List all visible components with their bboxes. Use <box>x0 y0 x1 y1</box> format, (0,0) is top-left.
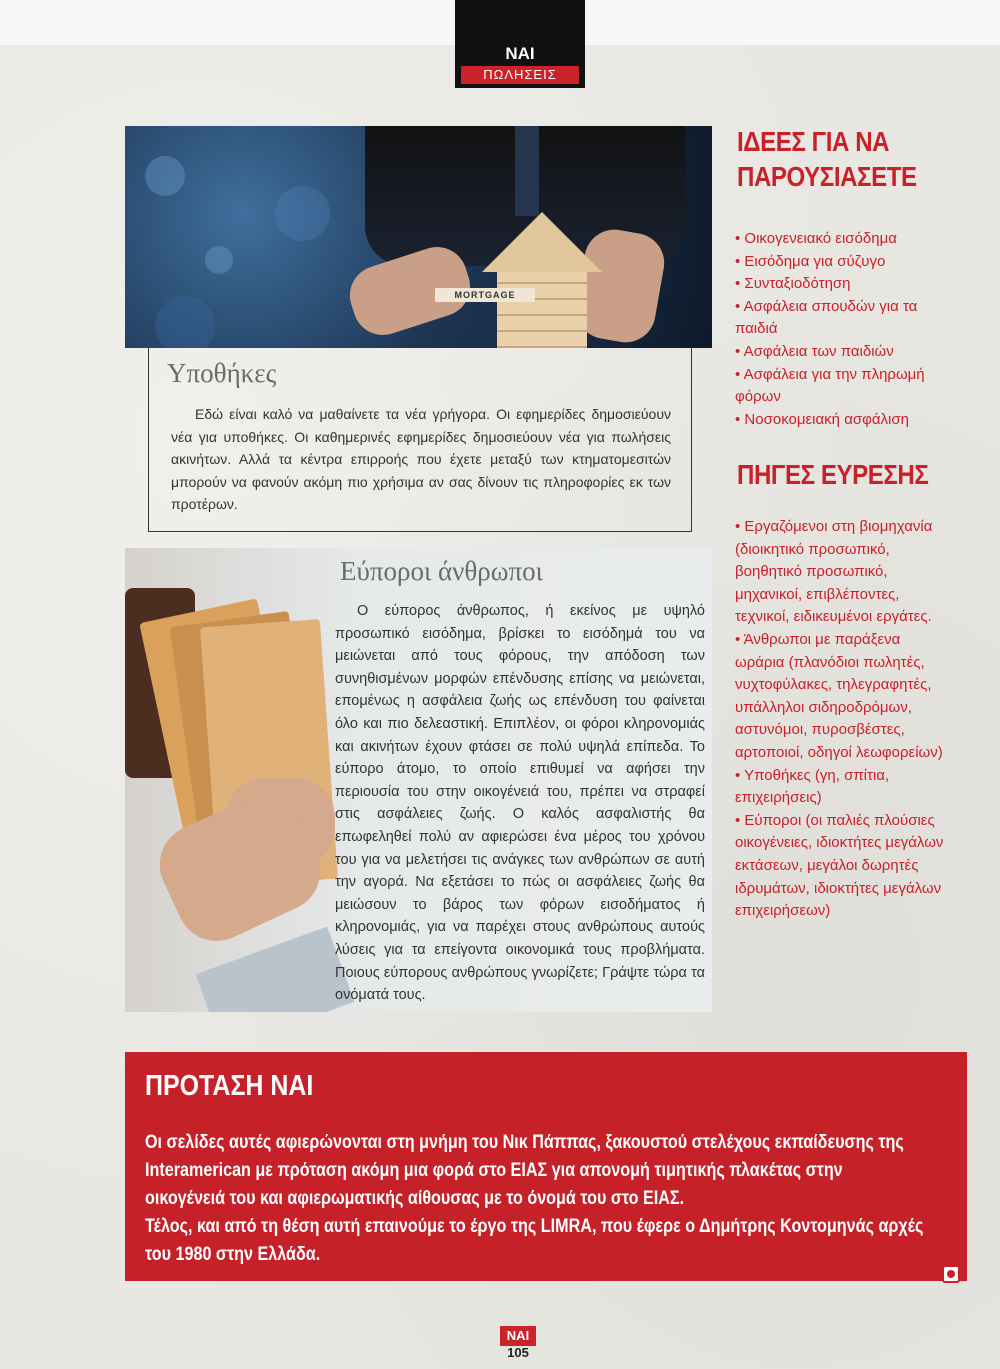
list-item: • Υποθήκες (γη, σπίτια, επιχειρήσεις) <box>735 766 890 807</box>
list-item: • Εύποροι (οι παλιές πλούσιες οικογένειες, ιδιοκτήτες μεγάλων εκτάσεων, μεγάλοι δωρητές ιδρυμάτων, ιδιοκτήτες μεγάλων επιχειρήσεων) <box>735 811 944 920</box>
list-item: • Άνθρωποι με παράξενα ωράρια (πλανόδιοι πωλητές, νυχτοφύλακες, τηλεγραφητές, υπάλληλοι σιδηροδρόμων, αστυνόμοι, πυροσβέστες, αρτοποιοί, οδηγοί λεωφορείων) <box>735 630 943 761</box>
footer-logo: ΝΑΙ <box>500 1326 536 1346</box>
list-item: • Ασφάλεια των παιδιών <box>735 342 894 360</box>
section-label: ΠΩΛΗΣΕΙΣ <box>461 66 579 84</box>
list-item: • Εισόδημα για σύζυγο <box>735 252 886 270</box>
list-item: • Εργαζόμενοι στη βιομηχανία (διοικητικό προσωπικό, βοηθητικό προσωπικό, μηχανικοί, επιβλέποντες, τεχνικοί, ειδικευμένοι εργάτες. <box>735 518 933 626</box>
wealthy-text: Ο εύπορος άνθρωπος, ή εκείνος με υψηλό προσωπικό εισόδημα, βρίσκει το εισόδημά του να μειώνεται από τους φόρους, την απόδοση των συνηθισμένων μορφών επένδυσης επίσης να μειώνεται, επομένως η ασφάλεια ζωής ως επένδυση του φαίνεται όλο και πιο δελεαστική. Επιπλέον, οι φόροι κληρονομιάς και ακινήτων έχουν φτάσει σε πολύ υψηλά επίπεδα. Το εύπορο άτομο, το οποίο επιθυμεί να αφήσει την περιουσία του στην οικογένειά του, πρέπει να στραφεί στις ασφάλειες ζωής. Ο καλός ασφαλιστής θα επωφεληθεί πολύ αν αφιερώσει ένα μέρος του χρόνου του για να μελετήσει τις ανάγκες των ανθρώπων σε αυτή την αγορά. Να εξετάσει το πώς οι ασφάλειες ζωής θα μειώσουν το βάρος των φόρων εισοδήματος ή κληρονομιάς, για να παρέχει στους ανθρώπους αυτούς λύσεις για τα επείγοντα οικονομικά τους προβλήματα. Ποιους εύπορους ανθρώπους γνωρίζετε; Γράψτε τώρα τα ονόματά τους. <box>335 603 705 1004</box>
proposal-paragraph-1: Οι σελίδες αυτές αφιερώνονται στη μνήμη του Νικ Πάππας, ξακουστού στελέχους εκπαίδευσης της Interamerican με πρόταση ακόμη μια φορά στο ΕΙΑΣ για απονομή τιμητικής πλακέτας στην οικογένειά του και αφιερωματικής αίθουσας με το όνομά του στο ΕΙΑΣ. <box>145 1132 904 1209</box>
proposal-title: ΠΡΟΤΑΣΗ ΝΑΙ <box>145 1070 314 1102</box>
list-item: • Ασφάλεια για την πληρωμή φόρων <box>735 365 925 406</box>
ideas-title-line1: ΙΔΕΕΣ ΓΙΑ ΝΑ <box>737 126 890 157</box>
end-mark-icon <box>942 1265 960 1283</box>
mortgage-text: Εδώ είναι καλό να μαθαίνετε τα νέα γρήγορα. Οι εφημερίδες δημοσιεύουν νέα για υποθήκες. Οι καθημερινές εφημερίδες δημοσιεύουν νέα για πωλήσεις ακινήτων. Αλλά τα κέντρα επιρροής που έχετε μεταξύ των κτηματομεσιτών μπορούν να φανούν ακόμη πιο χρήσιμα αν σας δίνουν τις πληροφορίες εκ των προτέρων. <box>171 406 671 512</box>
ideas-list <box>735 228 955 431</box>
list-item: • Ασφάλεια σπουδών για τα παιδιά <box>735 297 918 338</box>
mortgage-block-label: MORTGAGE <box>435 288 535 302</box>
wealthy-title: Εύποροι άνθρωποι <box>340 556 543 586</box>
proposal-box <box>125 1052 967 1281</box>
list-item: • Νοσοκομειακή ασφάλιση <box>735 410 909 428</box>
wealthy-box <box>125 548 712 1012</box>
ideas-title-line2: ΠΑΡΟΥΣΙΑΣΕΤΕ <box>737 161 917 192</box>
mortgage-title: Υποθήκες <box>167 358 277 388</box>
proposal-paragraph-2: Τέλος, και από τη θέση αυτή επαινούμε το έργο της LIMRA, που έφερε ο Δημήτρης Κοντομηνάς αρχές του 1980 στην Ελλάδα. <box>145 1216 924 1265</box>
sources-title: ΠΗΓΕΣ ΕΥΡΕΣΗΣ <box>737 459 929 490</box>
section-tab <box>455 0 585 88</box>
mortgage-photo <box>125 126 712 348</box>
list-item: • Συνταξιοδότηση <box>735 275 851 293</box>
sources-list <box>735 516 950 923</box>
brand-label: ΝΑΙ <box>505 44 535 63</box>
list-item: • Οικογενειακό εισόδημα <box>735 230 897 247</box>
mortgage-box <box>148 348 692 532</box>
page-number: 105 <box>507 1345 529 1360</box>
proposal-text <box>145 1129 927 1269</box>
